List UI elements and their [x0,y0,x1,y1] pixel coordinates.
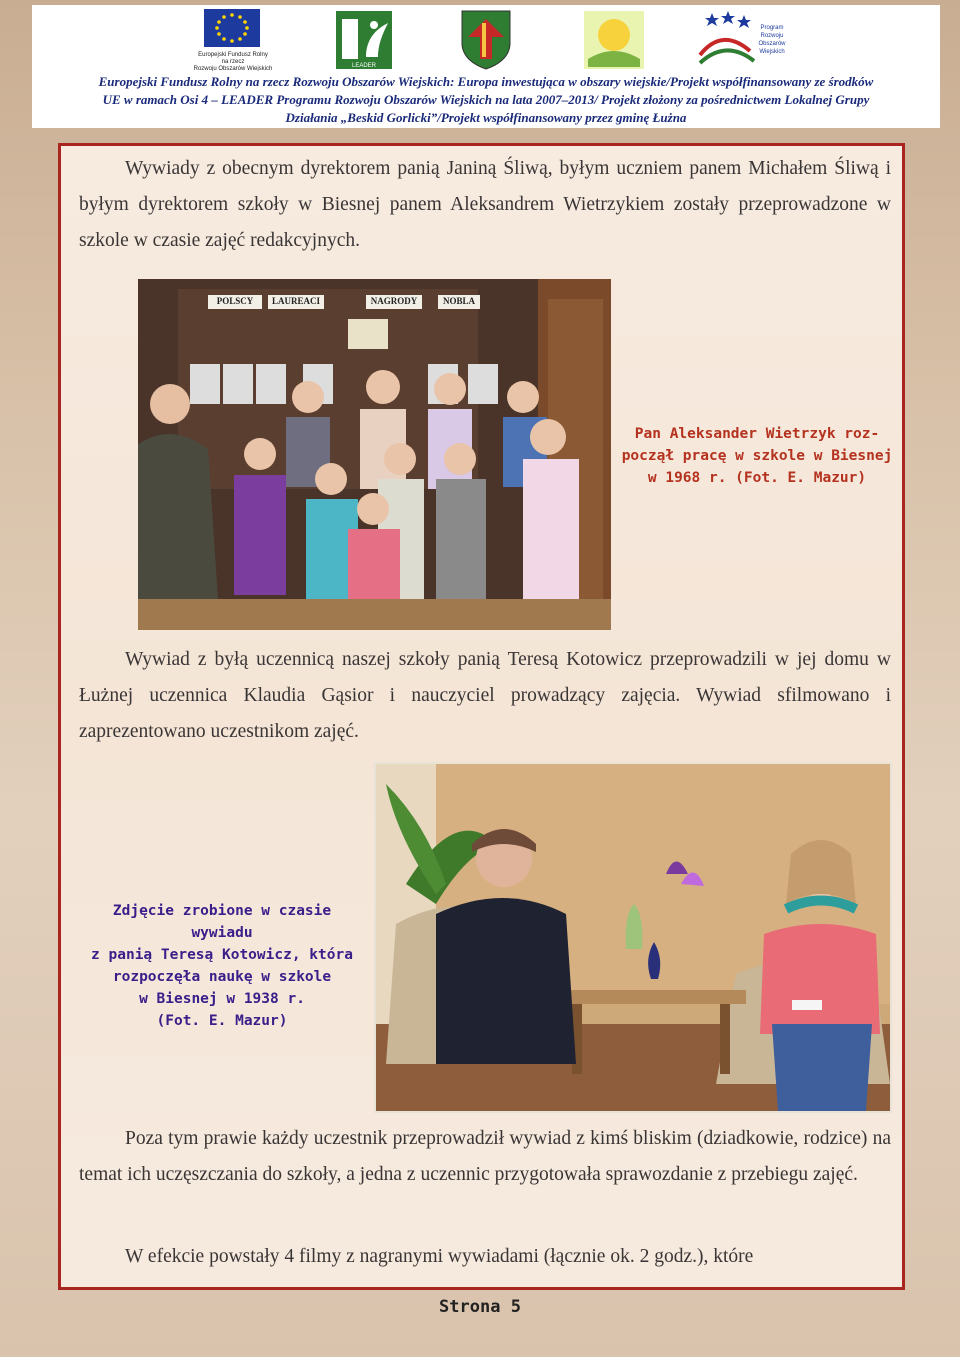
svg-text:Obszarów: Obszarów [758,41,786,47]
eu-flag-logo [192,9,274,71]
svg-text:Europejski Fundusz Rolny: Europejski Fundusz Rolny [198,52,268,58]
header-line-2: UE w ramach Osi 4 – LEADER Programu Rozwoju Obszarów Wiejskich na lata 2007–2013/ Projekt złożony za pośrednictwem Lokalnej Grupy [102,92,870,107]
header-line-1: Europejski Fundusz Rolny na rzecz Rozwoju Obszarów Wiejskich: Europa inwestująca w obszary wiejskie/Projekt współfinansowany ze środków [98,74,874,89]
caption-photo-2 [78,900,366,1032]
svg-text:LEADER: LEADER [351,63,377,69]
caption-photo-1 [618,423,896,489]
svg-text:Program: Program [760,25,784,31]
board-label-1: POLSCY [216,296,254,306]
prow-logo [692,9,792,71]
paragraph-4-text: W efekcie powstały 4 filmy z nagranymi wywiadami (łącznie ok. 2 godz.), które [125,1246,754,1267]
caption-2-line-4: w Biesnej w 1938 r. [139,991,305,1007]
photo-students-with-teacher [138,279,611,630]
lgd-sun-logo [578,9,650,71]
svg-text:na rzecz: na rzecz [221,59,245,65]
coat-of-arms-logo [458,9,514,71]
caption-1-line-3: w 1968 r. (Fot. E. Mazur) [647,470,867,486]
caption-2-line-1: Zdjęcie zrobione w czasie wywiadu [112,903,332,941]
header-banner [32,5,940,128]
paragraph-1-text: Wywiady z obecnym dyrektorem panią Janiną Śliwą, byłym uczniem panem Michałem Śliwą i byłym dyrektorem szkoły w Biesnej panem Aleksandrem Wietrzykiem zostały przeprowadzone w szkole w czasie zajęć redakcyjnych. [79,158,891,251]
caption-2-line-3: rozpoczęła naukę w szkole [112,969,332,985]
paragraph-1 [79,151,891,259]
header-text [32,73,940,127]
board-label-2: LAUREACI [271,296,320,306]
caption-1-line-1: Pan Aleksander Wietrzyk roz- [634,426,880,442]
svg-text:Rozwoju: Rozwoju [760,33,784,39]
caption-1-line-2: począł pracę w szkole w Biesnej [621,448,893,464]
paragraph-3 [79,1121,891,1193]
paragraph-2-text: Wywiad z byłą uczennicą naszej szkoły panią Teresą Kotowicz przeprowadzili w jej domu w Łużnej uczennica Klaudia Gąsior i nauczyciel prowadzący zajęcia. Wywiad sfilmowano i zaprezentowano uczestnikom zajęć. [79,649,891,742]
paragraph-3-text: Poza tym prawie każdy uczestnik przeprowadził wywiad z kimś bliskim (dziadkowie, rodzice) na temat ich uczęszczania do szkoły, a jedna z uczennic przygotowała sprawozdanie z przebiegu zajęć. [79,1128,891,1185]
leader-logo [332,9,396,71]
svg-text:Rozwoju Obszarów Wiejskich: Rozwoju Obszarów Wiejskich [193,66,273,71]
paragraph-2 [79,642,891,750]
paragraph-4 [79,1239,891,1275]
header-line-3: Działania „Beskid Gorlicki”/Projekt współfinansowany przez gminę Łużna [285,110,687,125]
photo-interview [374,762,892,1113]
page-number: Strona 5 [439,1297,521,1317]
board-label-4: NOBLA [442,296,475,306]
board-label-3: NAGRODY [370,296,418,306]
svg-text:Wiejskich: Wiejskich [759,49,785,55]
caption-2-line-5: (Fot. E. Mazur) [156,1013,288,1029]
caption-2-line-2: z panią Teresą Kotowicz, która [91,947,353,963]
logo-strip [32,9,940,71]
